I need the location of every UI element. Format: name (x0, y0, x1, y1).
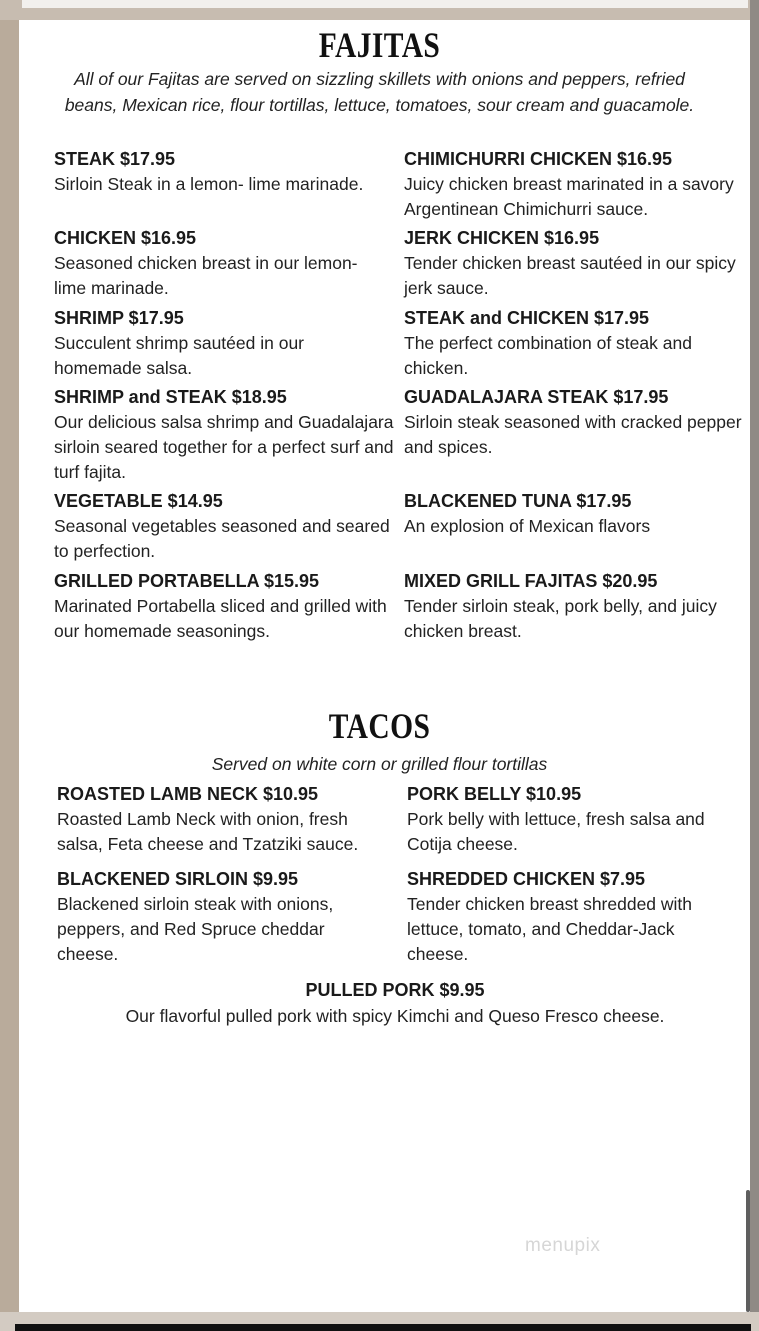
item-name: GUADALAJARA STEAK $17.95 (404, 387, 669, 407)
item-desc: Seasoned chicken breast in our lemon- lime marinade. (54, 253, 358, 298)
item-desc: Our delicious salsa shrimp and Guadalajara sirloin seared together for a perfect surf and turf fajita. (54, 412, 394, 482)
item-desc: Succulent shrimp sautéed in our homemade salsa. (54, 333, 304, 378)
item-name: MIXED GRILL FAJITAS $20.95 (404, 571, 658, 591)
item-desc: Tender chicken breast shredded with lettuce, tomato, and Cheddar-Jack cheese. (407, 894, 693, 964)
item-desc: Tender sirloin steak, pork belly, and juicy chicken breast. (404, 596, 717, 641)
item-desc: Sirloin steak seasoned with cracked pepper and spices. (404, 412, 742, 457)
item-desc: Tender chicken breast sautéed in our spicy jerk sauce. (404, 253, 736, 298)
item-name: BLACKENED TUNA $17.95 (404, 491, 632, 511)
menu-item (407, 781, 743, 857)
item-name: GRILLED PORTABELLA $15.95 (54, 571, 320, 591)
item-name: CHIMICHURRI CHICKEN $16.95 (404, 149, 673, 169)
item-name: SHRIMP and STEAK $18.95 (54, 387, 287, 407)
item-desc: Marinated Portabella sliced and grilled with our homemade seasonings. (54, 596, 387, 641)
item-name: ROASTED LAMB NECK $10.95 (57, 784, 319, 804)
menu-item (54, 488, 394, 564)
item-name: BLACKENED SIRLOIN $9.95 (57, 869, 299, 889)
menu-item (404, 568, 742, 644)
right-edge (750, 0, 759, 1331)
item-desc: Roasted Lamb Neck with onion, fresh salsa, Feta cheese and Tzatziki sauce. (57, 809, 359, 854)
item-desc: The perfect combination of steak and chicken. (404, 333, 692, 378)
item-name: PORK BELLY $10.95 (407, 784, 582, 804)
menu-item-centered (0, 977, 759, 1029)
menu-item (54, 225, 394, 301)
tacos-subtitle: Served on white corn or grilled flour tortillas (211, 754, 548, 774)
top-page-edge (22, 0, 748, 8)
menu-item (404, 488, 742, 539)
menu-item (404, 305, 742, 381)
fajitas-heading: FAJITAS (318, 25, 441, 65)
item-name: SHREDDED CHICKEN $7.95 (407, 869, 646, 889)
menu-item (54, 384, 394, 485)
menu-item (54, 568, 394, 644)
item-desc: Blackened sirloin steak with onions, peppers, and Red Spruce cheddar cheese. (57, 894, 334, 964)
fajitas-subtitle: All of our Fajitas are served on sizzling skillets with onions and peppers, refried beans, Mexican rice, flour tortillas, lettuce, tomatoes, sour cream and guacamole. (64, 69, 695, 115)
menu-item (407, 866, 737, 967)
item-name: PULLED PORK $9.95 (305, 980, 485, 1000)
item-name: SHRIMP $17.95 (54, 308, 184, 328)
item-name: JERK CHICKEN $16.95 (404, 228, 600, 248)
item-name: STEAK and CHICKEN $17.95 (404, 308, 650, 328)
menu-item (54, 305, 394, 381)
item-desc: Juicy chicken breast marinated in a savory Argentinean Chimichurri sauce. (404, 174, 734, 219)
tacos-heading: TACOS (328, 706, 431, 746)
item-name: STEAK $17.95 (54, 149, 176, 169)
item-desc: An explosion of Mexican flavors (404, 516, 651, 536)
menu-item (57, 781, 395, 857)
bottom-edge (15, 1324, 751, 1331)
menu-item (404, 384, 742, 460)
item-desc: Sirloin Steak in a lemon- lime marinade. (54, 174, 364, 194)
menupix-watermark (525, 1235, 600, 1257)
menu-item (57, 866, 387, 967)
item-desc: Pork belly with lettuce, fresh salsa and Cotija cheese. (407, 809, 705, 854)
item-name: CHICKEN $16.95 (54, 228, 197, 248)
menu-item (404, 146, 742, 222)
item-desc: Our flavorful pulled pork with spicy Kimchi and Queso Fresco cheese. (125, 1006, 665, 1026)
menu-item (404, 225, 742, 301)
menu-item (54, 146, 394, 197)
item-name: VEGETABLE $14.95 (54, 491, 223, 511)
watermark-text: menupix (525, 1235, 601, 1256)
scrollbar-thumb[interactable] (746, 1190, 750, 1312)
item-desc: Seasonal vegetables seasoned and seared to perfection. (54, 516, 390, 561)
